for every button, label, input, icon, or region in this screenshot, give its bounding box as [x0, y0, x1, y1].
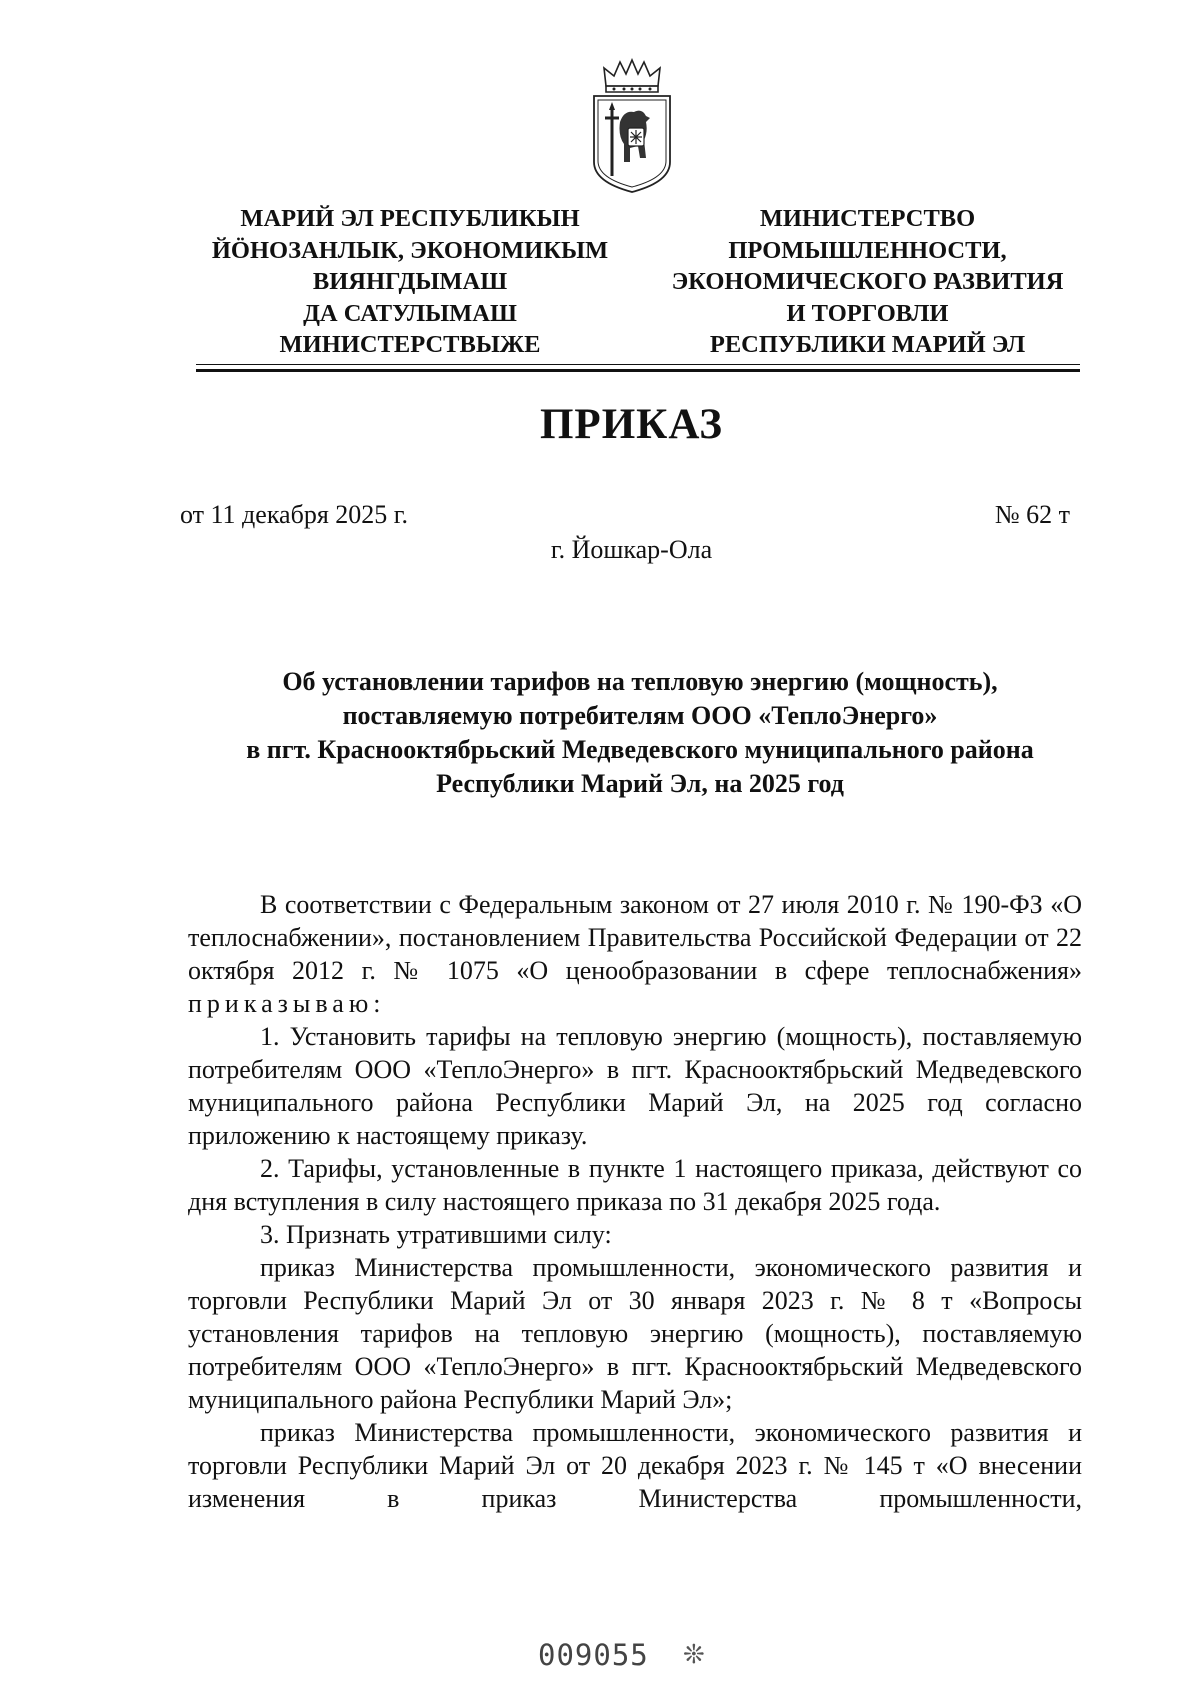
header-left-line: МАРИЙ ЭЛ РЕСПУБЛИКЫН	[240, 205, 580, 232]
document-body	[188, 888, 1082, 1515]
item-2-paragraph: 2. Тарифы, установленные в пункте 1 настоящего приказа, действуют со дня вступления в силу настоящего приказа по 31 декабря 2025 года.	[188, 1154, 1082, 1216]
subject-line: в пгт. Краснооктябрьский Медведевского муниципального района	[246, 735, 1034, 764]
subject-line: поставляемую потребителям ООО «ТеплоЭнерго»	[342, 701, 938, 730]
header-left-line: ВИЯНГДЫМАШ	[312, 268, 508, 295]
header-divider-thin	[196, 364, 1080, 365]
preamble-paragraph	[188, 888, 1082, 1020]
serial-number-stamp: 009055	[538, 1638, 649, 1672]
header-right-line: МИНИСТЕРСТВО	[759, 205, 976, 232]
document-subject	[160, 665, 1120, 801]
document-number: № 62 т	[994, 500, 1070, 529]
subject-line: Республики Марий Эл, на 2025 год	[436, 769, 844, 798]
preamble-text: В соответствии с Федеральным законом от 27 июля 2010 г. № 190-ФЗ «О теплоснабжении», постановлением Правительства Российской Федерации от 22 октября 2012 г. № 1075 «О ценообразовании в сфере теплоснабжения»	[188, 890, 1082, 985]
header-left-line: МИНИСТЕРСТВЫЖЕ	[279, 331, 541, 358]
stamp-mark-icon: ❊	[683, 1640, 705, 1670]
order-word: приказываю:	[188, 989, 386, 1018]
header-right-line: ЭКОНОМИЧЕСКОГО РАЗВИТИЯ	[671, 268, 1064, 295]
document-city: г. Йошкар-Ола	[550, 535, 713, 564]
header-left-block	[190, 203, 630, 361]
item-3b-paragraph: приказ Министерства промышленности, экономического развития и торговли Республики Марий Эл от 20 декабря 2023 г. № 145 т «О внесении изменения в приказ Министерства промышленности,	[188, 1418, 1082, 1513]
item-3a-paragraph: приказ Министерства промышленности, экономического развития и торговли Республики Марий Эл от 30 января 2023 г. № 8 т «Вопросы установления тарифов на тепловую энергию (мощность), поставляемую потребителям ООО «ТеплоЭнерго» в пгт. Краснооктябрьский Медведевского муниципального района Республики Марий Эл»;	[188, 1253, 1082, 1414]
document-title: ПРИКАЗ	[539, 401, 724, 448]
header-right-line: И ТОРГОВЛИ	[786, 299, 949, 327]
header-right-line: ПРОМЫШЛЕННОСТИ,	[728, 236, 1007, 264]
header-left-line: ЙÖНОЗАНЛЫК, ЭКОНОМИКЫМ	[211, 236, 609, 264]
item-3-paragraph: 3. Признать утратившими силу:	[260, 1220, 612, 1249]
header-right-line: РЕСПУБЛИКИ МАРИЙ ЭЛ	[709, 331, 1026, 358]
header-divider-thick	[196, 369, 1080, 372]
item-1-paragraph: 1. Установить тарифы на тепловую энергию (мощность), поставляемую потребителям ООО «ТеплоЭнерго» в пгт. Краснооктябрьский Медведевского муниципального района Республики Марий Эл, на 2025 год согласно приложению к настоящему приказу.	[188, 1022, 1082, 1150]
document-date: от 11 декабря 2025 г.	[180, 500, 409, 529]
header-left-line: ДА САТУЛЫМАШ	[303, 299, 517, 327]
coat-of-arms-icon	[590, 58, 674, 194]
subject-line: Об установлении тарифов на тепловую энергию (мощность),	[282, 667, 998, 696]
header-right-block	[650, 203, 1085, 361]
